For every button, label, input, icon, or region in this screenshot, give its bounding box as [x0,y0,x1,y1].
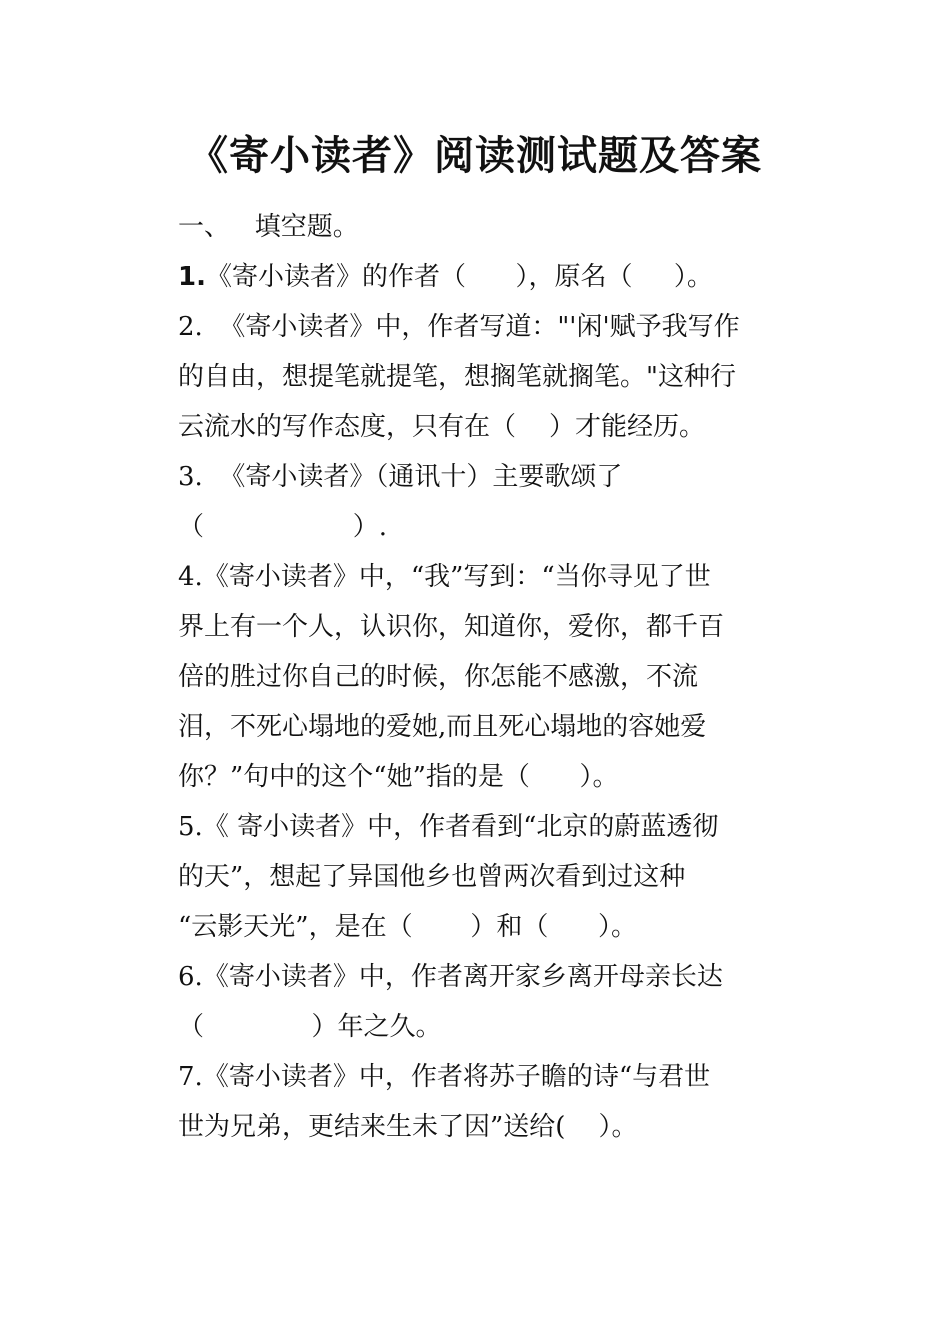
question-text-line: 《寄小读者》中，“我”写到：“当你寻见了世 [202,562,711,592]
question-text-line: 的天”，想起了异国他乡也曾两次看到过这种 [178,862,686,892]
document-body [178,202,818,1152]
question-5 [178,802,818,852]
question-text-line: （ ）年之久。 [178,1012,442,1042]
question-text-line: 界上有一个人，认识你，知道你，爱你，都千百 [178,612,725,642]
question-text-line: 泪，不死心塌地的爱她,而且死心塌地的容她爱 [178,712,707,742]
question-text-line: 《寄小读者》中，作者离开家乡离开母亲长达 [202,962,723,992]
question-text-line: 《寄小读者》（通讯十）主要歌颂了 [202,462,623,492]
question-7 [178,1052,818,1102]
section-heading: 一、 填空题。 [178,212,359,242]
question-number: 6. [178,962,203,992]
question-text-line: 你？”句中的这个“她”指的是（ ）。 [178,762,619,792]
question-number: 5. [178,812,203,842]
question-6 [178,952,818,1002]
question-text-line: 世为兄弟，更结来生未了因”送给( ）。 [178,1112,638,1142]
question-3 [178,452,818,502]
question-text-line: 倍的胜过你自己的时候，你怎能不感激，不流 [178,662,699,692]
question-text-line: 云流水的写作态度，只有在（ ）才能经历。 [178,412,706,442]
document-title: 《寄小读者》阅读测试题及答案 [188,133,762,179]
question-text-line: 《寄小读者》中，作者写道："'闲'赋予我写作 [202,312,740,342]
question-text-line: 《寄小读者》中，作者将苏子瞻的诗“与君世 [202,1062,711,1092]
question-text-line: 《 寄小读者》中，作者看到“北京的蔚蓝透彻 [202,812,719,842]
question-1 [178,252,818,302]
question-number: 4. [178,562,203,592]
question-2 [178,302,818,352]
question-number: 3. [178,462,203,492]
question-4 [178,552,818,602]
question-text-line: （ ）. [178,512,388,542]
question-number: 1. [178,262,206,292]
question-text-line: 的自由，想提笔就提笔，想搁笔就搁笔。"这种行 [178,362,736,392]
question-text-line: “云影天光”，是在（ ）和（ ）。 [178,912,638,942]
question-number: 2. [178,312,203,342]
question-number: 7. [178,1062,203,1092]
question-text-line: 《寄小读者》的作者（ ），原名（ ）。 [205,262,713,292]
